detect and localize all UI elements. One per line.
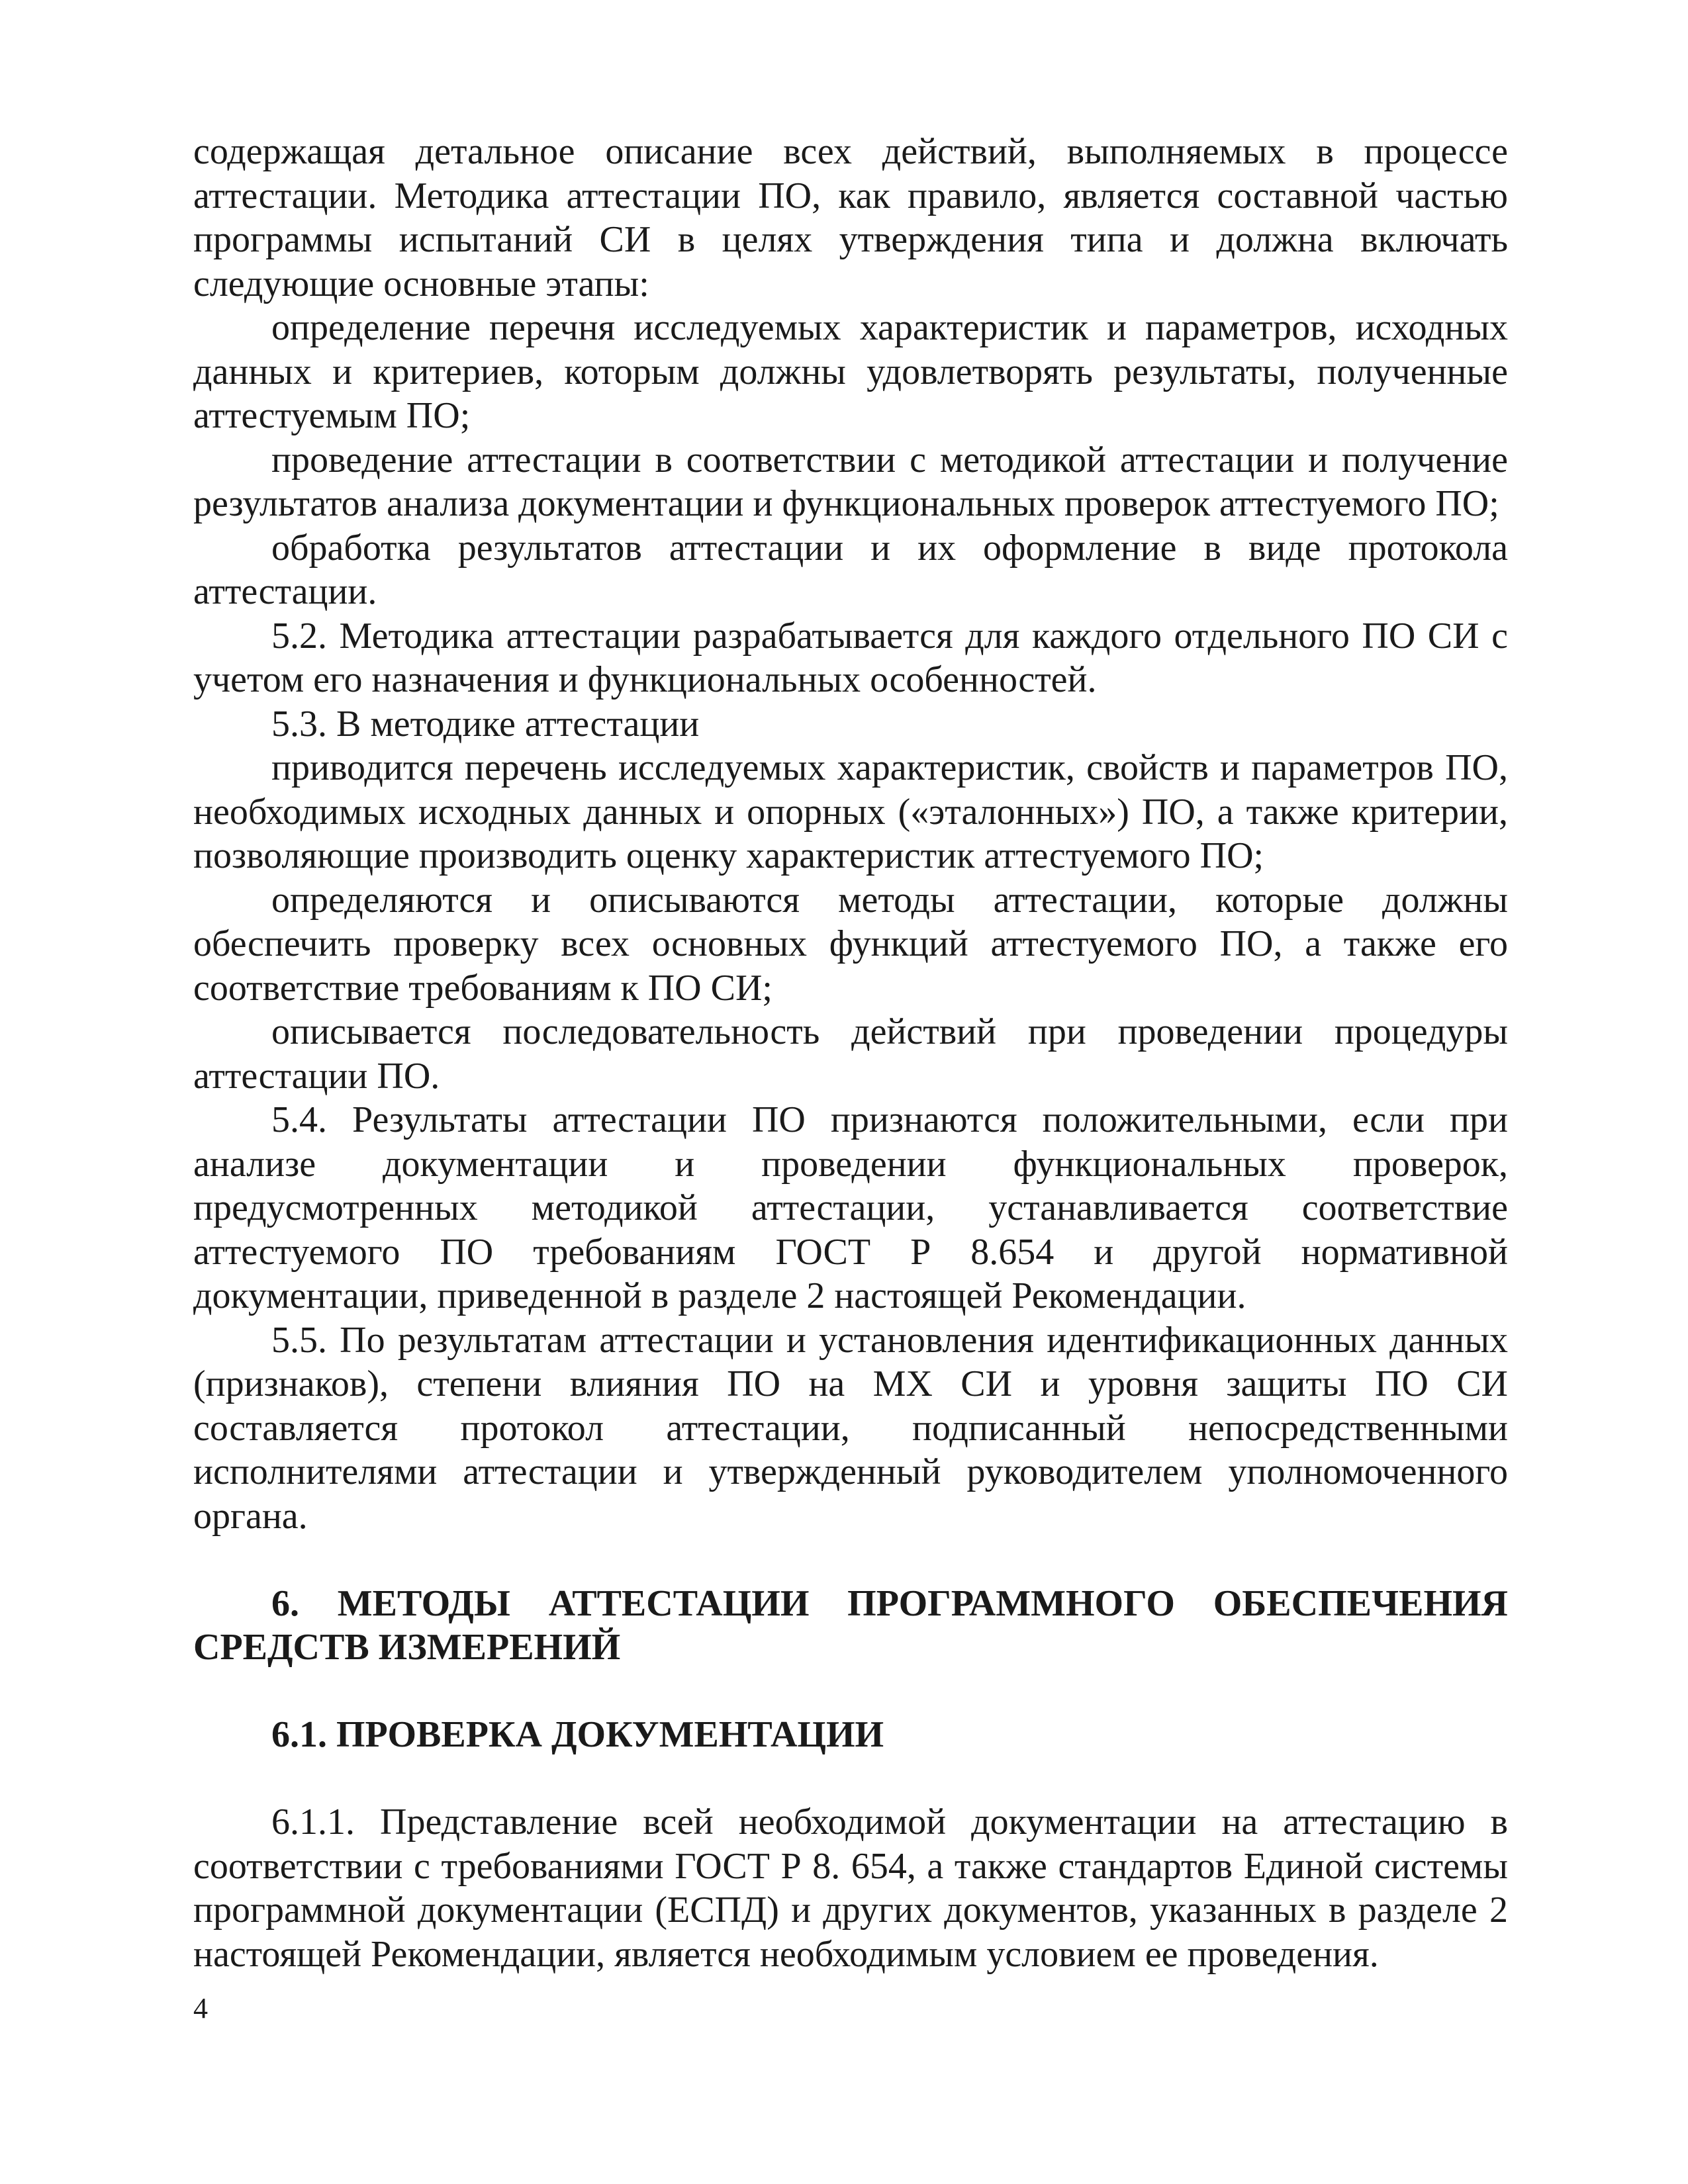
paragraph-continuation: содержащая детальное описание всех действий, выполняемых в процессе аттестации. Методика аттестации ПО, как правило, является составной частью программы испытаний СИ в целях утверждения типа и должна включать следующие основные этапы: bbox=[193, 131, 1508, 304]
paragraph-5-3: 5.3. В методике аттестации bbox=[271, 703, 700, 745]
paragraph-5-5: 5.5. По результатам аттестации и установления идентификационных данных (признаков), степени влияния ПО на МХ СИ и уровня защиты ПО СИ составляется протокол аттестации, подписанный непосредственными исполнителями аттестации и утвержденный руководителем уполномоченного органа. bbox=[193, 1319, 1508, 1537]
paragraph-stage-3: обработка результатов аттестации и их оформление в виде протокола аттестации. bbox=[193, 527, 1508, 612]
section-heading: 6. МЕТОДЫ АТТЕСТАЦИИ ПРОГРАММНОГО ОБЕСПЕЧЕНИЯ СРЕДСТВ ИЗМЕРЕНИЙ bbox=[193, 1583, 1508, 1668]
paragraph-stage-2: проведение аттестации в соответствии с методикой аттестации и получение результатов анализа документации и функциональных проверок аттестуемого ПО; bbox=[193, 439, 1508, 524]
paragraph-5-2: 5.2. Методика аттестации разрабатывается для каждого отдельного ПО СИ с учетом его назначения и функциональных особенностей. bbox=[193, 615, 1508, 700]
paragraph-6-1-1: 6.1.1. Представление всей необходимой документации на аттестацию в соответствии с требованиями ГОСТ Р 8. 654, а также стандартов Единой системы программной документации (ЕСПД) и других документов, указанных в разделе 2 настоящей Рекомендации, является необходимым условием ее проведения. bbox=[193, 1801, 1508, 1975]
paragraph-5-3-item-1: приводится перечень исследуемых характеристик, свойств и параметров ПО, необходимых исходных данных и опорных («эталонных») ПО, а также критерии, позволяющие производить оценку характеристик аттестуемого ПО; bbox=[193, 747, 1508, 876]
paragraph-5-4: 5.4. Результаты аттестации ПО признаются положительными, если при анализе документации и проведении функциональных проверок, предусмотренных методикой аттестации, устанавливается соответствие аттестуемого ПО требованиям ГОСТ Р 8.654 и другой нормативной документации, приведенной в разделе 2 настоящей Рекомендации. bbox=[193, 1099, 1508, 1316]
body-text bbox=[193, 130, 1508, 1976]
paragraph-stage-1: определение перечня исследуемых характеристик и параметров, исходных данных и критериев, которым должны удовлетворять результаты, полученные аттестуемым ПО; bbox=[193, 307, 1508, 436]
paragraph-5-3-item-2: определяются и описываются методы аттестации, которые должны обеспечить проверку всех основных функций аттестуемого ПО, а также его соответствие требованиям к ПО СИ; bbox=[193, 879, 1508, 1009]
paragraph-5-3-item-3: описывается последовательность действий при проведении процедуры аттестации ПО. bbox=[193, 1011, 1508, 1097]
page-number: 4 bbox=[193, 1992, 208, 2025]
subsection-heading: 6.1. ПРОВЕРКА ДОКУМЕНТАЦИИ bbox=[271, 1714, 884, 1755]
